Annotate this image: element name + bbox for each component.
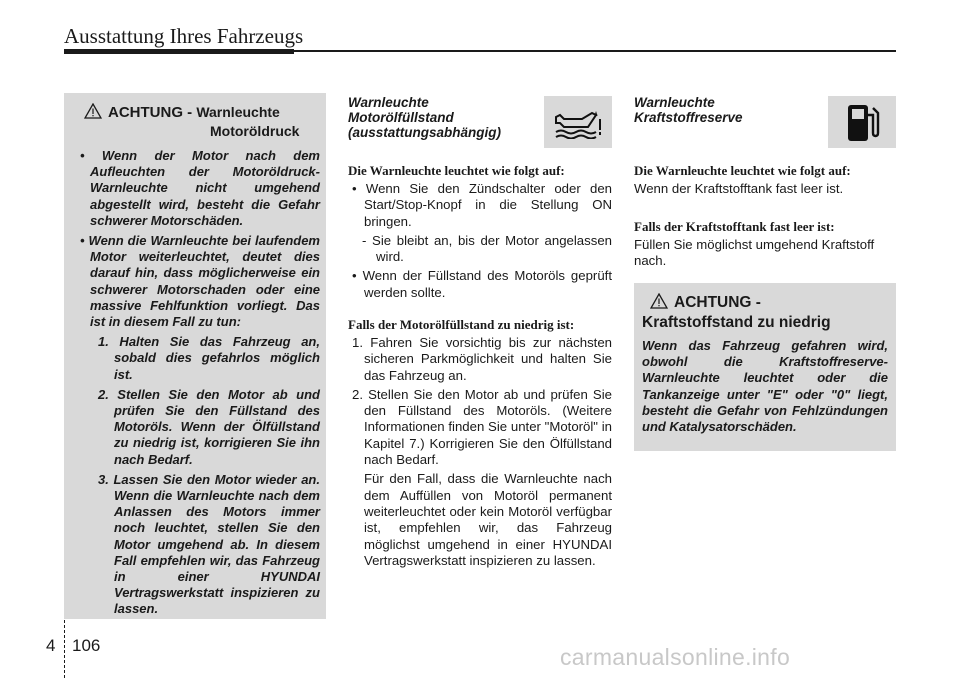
fuel-lights-heading: Die Warnleuchte leuchtet wie folgt auf: [634, 163, 851, 178]
warning-fuel-body: Wenn das Fahrzeug gefahren wird, obwohl die Kraftstoffreserve-Warnleuchte leuchtet oder die Tankanzeige unter "E" oder "0" liegt, besteht die Gefahr von Fehlzündungen und Katalysatorschäden. [642, 338, 888, 435]
warning-triangle-icon [650, 293, 668, 314]
page-number: 106 [72, 636, 101, 655]
oil-low-steps [348, 335, 612, 569]
warning-oil-bullet: • Wenn die Warnleuchte bei laufendem Motor weiterleuchtet, deutet dies darauf hin, dass möglicherweise ein schwerer Motorschaden oder eine massive Fehlfunktion vorliegt. Das ist in diesem Fall zu tun: [80, 233, 320, 330]
warning-oil-step: 1. Halten Sie das Fahrzeug an, sobald dies gefahrlos möglich ist. [98, 334, 320, 382]
warning-oil-bullet: • Wenn der Motor nach dem Aufleuchten der Motoröldruck-Warnleuchte nicht umgehend abgestellt wird, besteht die Gefahr schwerer Motorschäden. [80, 148, 320, 228]
oil-lights-heading: Die Warnleuchte leuchtet wie folgt auf: [348, 163, 565, 178]
oil-level-title [348, 95, 538, 140]
fuel-title-line: Kraftstoffreserve [634, 110, 743, 125]
warning-oil-body [76, 148, 320, 618]
warning-fuel-line2: Kraftstoffstand zu niedrig [642, 314, 831, 331]
warning-box-low-fuel [634, 283, 896, 451]
fuel-title-line: Warnleuchte [634, 95, 715, 110]
fuel-empty-text: Füllen Sie möglichst umgehend Kraftstoff nach. [634, 237, 875, 269]
chapter-number: 4 [46, 636, 56, 655]
oil-level-title-line: (ausstattungsabhängig) [348, 125, 502, 140]
fuel-pump-icon [828, 96, 896, 148]
warning-box-oil-pressure [64, 93, 326, 619]
oil-level-title-line: Motorölfüllstand [348, 110, 454, 125]
oil-low-step: 2. Stellen Sie den Motor ab und prüfen Sie den Füllstand des Motoröls. (Weitere Informationen finden Sie unter "Motoröl" in Kapitel 7.) Korrigieren Sie den Ölfüllstand nach Bedarf. [352, 386, 612, 468]
warning-fuel-title [642, 293, 888, 332]
oil-lights-subitem: - Sie bleibt an, bis der Motor angelassen wird. [362, 232, 612, 265]
warning-oil-line2: Motoröldruck [210, 123, 300, 139]
header-divider-accent [64, 49, 294, 54]
oil-level-icon [544, 96, 612, 148]
warning-oil-step: 2. Stellen Sie den Motor ab und prüfen Sie den Füllstand des Motoröls. Wenn der Ölfüllstand zu niedrig ist, korrigieren Sie ihn nach Bedarf. [98, 386, 320, 467]
warning-triangle-icon [84, 103, 102, 123]
fuel-lights-text: Wenn der Kraftstofftank fast leer ist. [634, 181, 844, 196]
oil-lights-list [348, 181, 612, 301]
oil-lights-item: • Wenn Sie den Zündschalter oder den Start/Stop-Knopf in die Stellung ON bringen. [352, 181, 612, 229]
fuel-title [634, 95, 814, 125]
warning-oil-step: 3. Lassen Sie den Motor wieder an. Wenn die Warnleuchte nach dem Anlassen des Motors immer noch leuchtet, stellen Sie den Motor umgehend ab. In diesem Fall empfehlen wir, das Fahrzeug in einer HYUNDAI Vertragswerkstatt inspizieren zu lassen. [98, 471, 320, 617]
watermark: carmanualsonline.info [560, 644, 791, 670]
oil-low-note: Für den Fall, dass die Warnleuchte nach dem Auffüllen von Motoröl permanent weiterleuchtet oder kein Motoröl verfügbar ist, empfehlen wir, das Fahrzeug möglichst umgehend in einer HYUNDAI Vertragswerkstatt inspizieren zu lassen. [364, 471, 612, 568]
fuel-empty-heading: Falls der Kraftstofftank fast leer ist: [634, 219, 835, 234]
footer-divider [64, 620, 66, 678]
page-header-title: Ausstattung Ihres Fahrzeugs [64, 24, 304, 48]
warning-oil-title [76, 103, 320, 140]
oil-low-step: 1. Fahren Sie vorsichtig bis zur nächsten sicheren Parkmöglichkeit und halten Sie das Fahrzeug an. [352, 335, 612, 383]
oil-lights-item: • Wenn der Füllstand des Motoröls geprüft werden sollte. [352, 268, 612, 300]
oil-level-title-line: Warnleuchte [348, 95, 429, 110]
warning-oil-prefix: ACHTUNG - [108, 104, 197, 121]
warning-oil-line1: Warnleuchte [196, 104, 280, 120]
oil-low-heading: Falls der Motorölfüllstand zu niedrig ist: [348, 317, 575, 332]
warning-fuel-line1: ACHTUNG - [674, 294, 761, 311]
